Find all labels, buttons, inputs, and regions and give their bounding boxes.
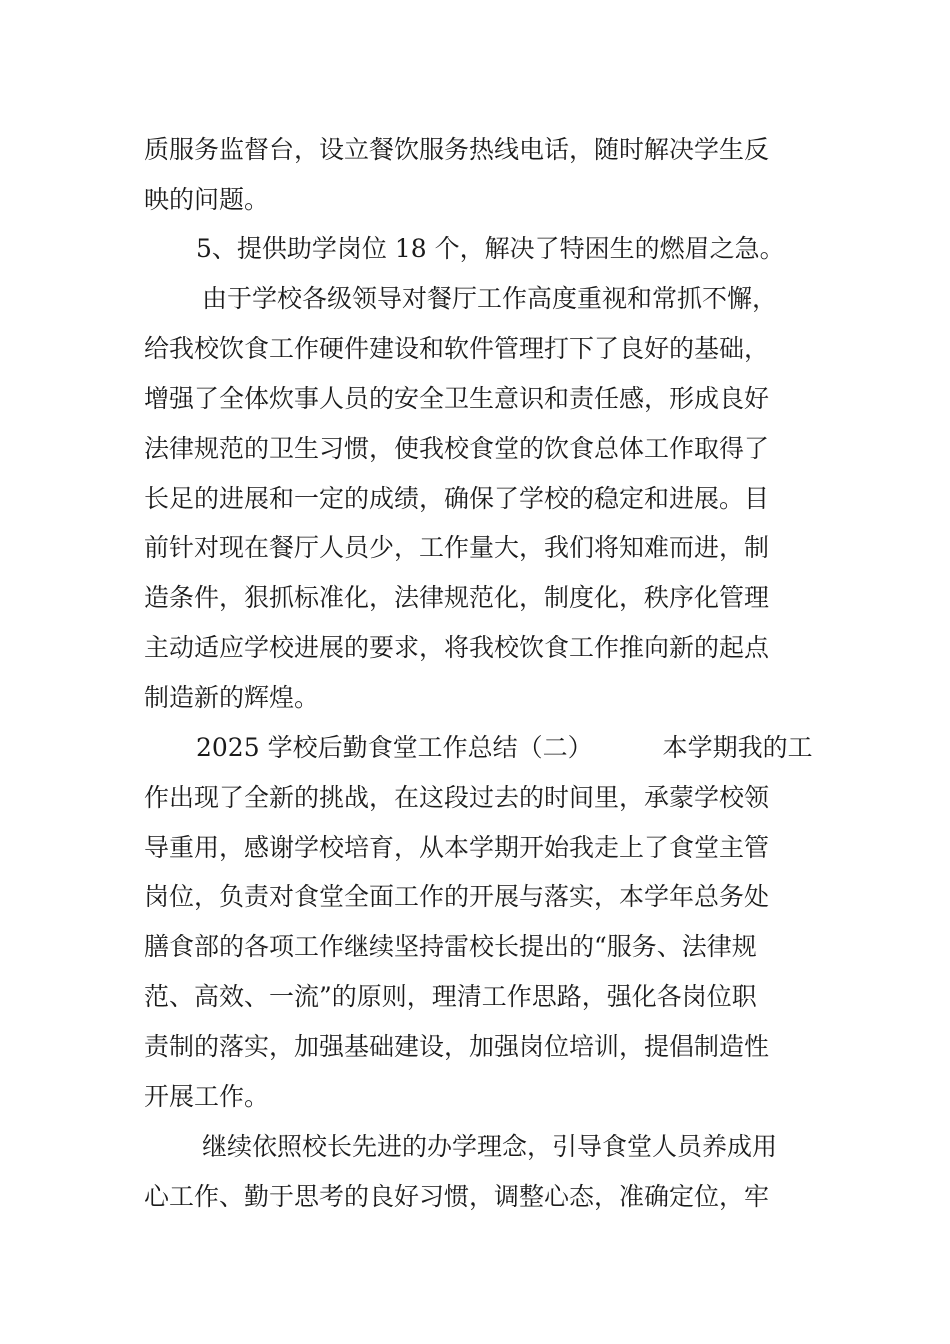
text-line: 质服务监督台，设立餐饮服务热线电话，随时解决学生反: [144, 135, 770, 164]
text-line: 法律规范的卫生习惯，使我校食堂的饮食总体工作取得了: [144, 434, 770, 463]
text-line: 范、高效、一流”的原则，理清工作思路，强化各岗位职: [144, 982, 757, 1011]
section-title-line: [196, 728, 860, 768]
text-line: 心工作、勤于思考的良好习惯，调整心态，准确定位，牢: [144, 1182, 770, 1211]
text-line: 造条件，狠抓标准化，法律规范化，制度化，秩序化管理: [144, 583, 770, 612]
text-line: 责制的落实，加强基础建设，加强岗位培训，提倡制造性: [144, 1032, 770, 1061]
text-line: 开展工作。: [144, 1082, 270, 1111]
paragraph-start: 继续依照校长先进的办学理念，引导食堂人员养成用: [202, 1132, 778, 1161]
paragraph-start: 由于学校各级领导对餐厅工作高度重视和常抓不懈，: [202, 284, 778, 313]
text-line: 制造新的辉煌。: [144, 683, 320, 712]
text-line: 给我校饮食工作硬件建设和软件管理打下了良好的基础，: [144, 334, 770, 363]
text-line: 主动适应学校进展的要求，将我校饮食工作推向新的起点: [144, 633, 770, 662]
text-line: 增强了全体炊事人员的安全卫生意识和责任感，形成良好: [144, 384, 770, 413]
text-line: 作出现了全新的挑战，在这段过去的时间里，承蒙学校领: [144, 783, 770, 812]
text-line: 膳食部的各项工作继续坚持雷校长提出的“服务、法律规: [144, 932, 757, 961]
list-item-5: 5、提供助学岗位 18 个，解决了特困生的燃眉之急。: [196, 234, 785, 263]
text-line: 岗位，负责对食堂全面工作的开展与落实，本学年总务处: [144, 882, 770, 911]
paragraph-start: 本学期我的工: [662, 733, 813, 762]
text-line: 导重用，感谢学校培育，从本学期开始我走上了食堂主管: [144, 833, 770, 862]
text-line: 映的问题。: [144, 185, 270, 214]
text-line: 长足的进展和一定的成绩，确保了学校的稳定和进展。目: [144, 484, 770, 513]
text-line: 前针对现在餐厅人员少，工作量大，我们将知难而进，制: [144, 533, 770, 562]
section-title: 2025 学校后勤食堂工作总结（二）: [196, 733, 593, 762]
